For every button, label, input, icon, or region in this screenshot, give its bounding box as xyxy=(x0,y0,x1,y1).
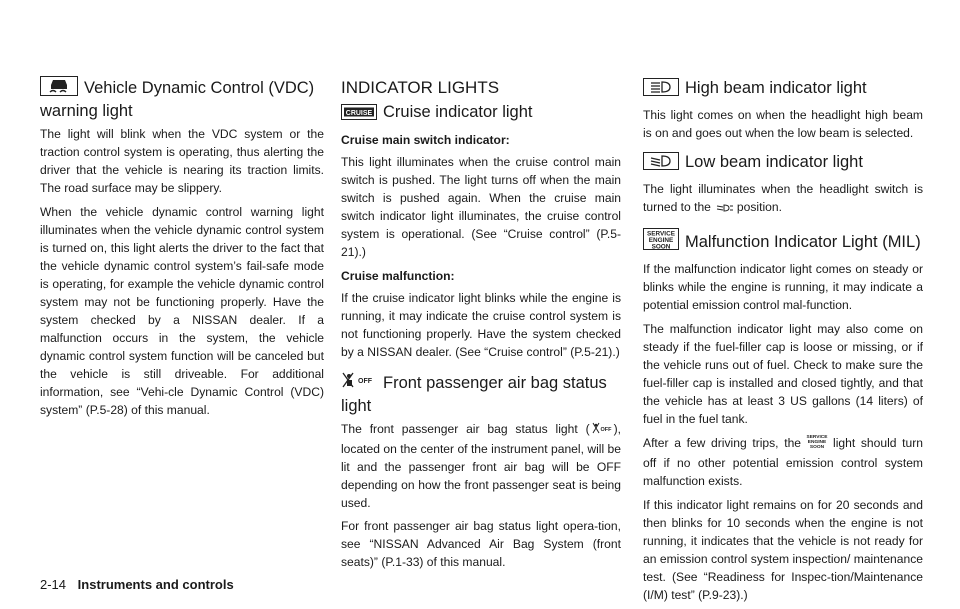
page-number: 2-14 xyxy=(40,577,67,592)
airbag-heading xyxy=(341,371,621,416)
mil-heading-text: Malfunction Indicator Light (MIL) xyxy=(685,233,921,251)
malfunction-title: Cruise malfunction: xyxy=(341,268,455,283)
low-beam-heading-text: Low beam indicator light xyxy=(685,153,863,171)
high-beam-paragraph: This light comes on when the headlight high beam is on and goes out when the low beam is selected. xyxy=(643,108,923,140)
vdc-heading xyxy=(40,76,324,121)
section-name: Instruments and controls xyxy=(77,577,234,592)
cruise-heading xyxy=(341,102,621,125)
mil-icon-line-1: SERVICE xyxy=(647,230,675,238)
airbag-paragraph-2: For front passenger air bag status light opera-tion, see “NISSAN Advanced Air Bag System (front seats)” (P.1-33) of this manual. xyxy=(341,519,621,569)
airbag-icon-text: OFF xyxy=(358,377,372,385)
low-beam-heading xyxy=(643,152,923,175)
service-engine-soon-icon xyxy=(643,228,679,255)
mil-inline-icon xyxy=(803,433,831,454)
mil-heading xyxy=(643,228,923,255)
cruise-icon-text: CRUISE xyxy=(345,110,373,117)
section-title: INDICATOR LIGHTS xyxy=(341,78,500,97)
mil-icon-line-3: SOON xyxy=(651,243,671,250)
low-beam-paragraph xyxy=(643,180,923,218)
mil-paragraph-3-a: After a few driving trips, the xyxy=(643,436,802,450)
airbag-paragraph-1-b: ), located on the center of the instrument panel, will be lit and the passenger front air bag will be OFF depending on how the front passenger seat is being used. xyxy=(341,421,621,510)
vdc-warning-icon xyxy=(40,76,78,101)
airbag-paragraph-1 xyxy=(341,420,621,512)
low-beam-icon xyxy=(643,152,679,175)
mil-icon-line-2: ENGINE xyxy=(648,237,674,244)
cruise-heading-text: Cruise indicator light xyxy=(383,103,533,121)
page-footer xyxy=(40,577,234,592)
main-switch-title: Cruise main switch indicator: xyxy=(341,133,510,147)
mil-paragraph-2: The malfunction indicator light may also come on steady if the fuel-filler cap is loose or missing, or if the vehicle runs out of fuel. Check to make sure the fuel-filler cap is installed and closed tightly, and that the vehicle has at least 3 US gallons (14 liters) of fuel in the fuel tank. xyxy=(643,321,923,426)
vdc-heading-text: Vehicle Dynamic Control (VDC) xyxy=(84,79,315,97)
mil-paragraph-1: If the malfunction indicator light comes on steady or blinks while the engine is running, it may indicate a potential emission control mal-function. xyxy=(643,262,923,312)
column-left xyxy=(40,76,324,424)
svg-text:ENGINE: ENGINE xyxy=(807,440,827,445)
vdc-paragraph-1: The light will blink when the VDC system or the traction control system is operating, thus alerting the driver that the vehicle is nearing its traction limits. The road surface may be slippery. xyxy=(40,127,324,195)
airbag-paragraph-1-a: The front passenger air bag status light ( xyxy=(341,421,590,436)
high-beam-icon xyxy=(643,78,679,101)
svg-text:SERVICE: SERVICE xyxy=(806,435,828,440)
high-beam-heading-text: High beam indicator light xyxy=(685,79,867,97)
main-switch-paragraph: This light illuminates when the cruise control main switch is pushed. The light turns off when the main switch is pushed again. When the cruise main switch indicator light illuminates, the cruise control system is operational. (See “Cruise control” (P.5-21).) xyxy=(341,155,621,259)
airbag-heading-text: Front passenger air bag status light xyxy=(341,373,607,415)
malfunction-paragraph: If the cruise indicator light blinks while the engine is running, it may indicate the cruise control system is not functioning properly. Have the system checked by a NISSAN dealer. (See “Cruise control” (P.5-21).) xyxy=(341,290,621,359)
cruise-icon xyxy=(341,104,377,125)
mil-paragraph-3 xyxy=(643,433,923,490)
airbag-status-icon xyxy=(341,371,377,396)
low-beam-paragraph-b: position. xyxy=(736,200,782,214)
high-beam-heading xyxy=(643,78,923,101)
airbag-inline-icon xyxy=(592,422,612,440)
svg-text:OFF: OFF xyxy=(600,426,612,433)
low-beam-inline-icon xyxy=(713,200,735,218)
svg-text:SOON: SOON xyxy=(809,445,825,449)
mil-paragraph-4: If this indicator light remains on for 20 seconds and then blinks for 10 seconds when the engine is not running, it indicates that the vehicle is not ready for an emission control system inspection/ maintenance test. (See “Readiness for Inspec-tion/Maintenance (I/M) test” (P.9-23).) xyxy=(643,497,923,602)
vdc-heading-text-2: warning light xyxy=(40,102,133,120)
mil-paragraph-3-b: light should turn off if no other potential emission control system malfunction exists. xyxy=(643,436,923,488)
low-beam-paragraph-a: The light illuminates when the headlight switch is turned to the xyxy=(643,182,923,214)
column-middle xyxy=(341,76,621,577)
vdc-paragraph-2: When the vehicle dynamic control warning light illuminates when the vehicle dynamic control system is turned on, this light alerts the driver to the fact that the vehicle dynamic control system’s fail-safe mode is operating, for example the vehicle dynamic control system may not be functioning properly. Have the system checked by a NISSAN dealer. If a malfunction occurs in the system, the vehicle dynamic control system function will be canceled but the vehicle is still driveable. For additional information, see “Vehi-cle Dynamic Control (VDC) system” (P.5-28) of this manual. xyxy=(40,204,324,417)
column-right xyxy=(643,76,923,609)
